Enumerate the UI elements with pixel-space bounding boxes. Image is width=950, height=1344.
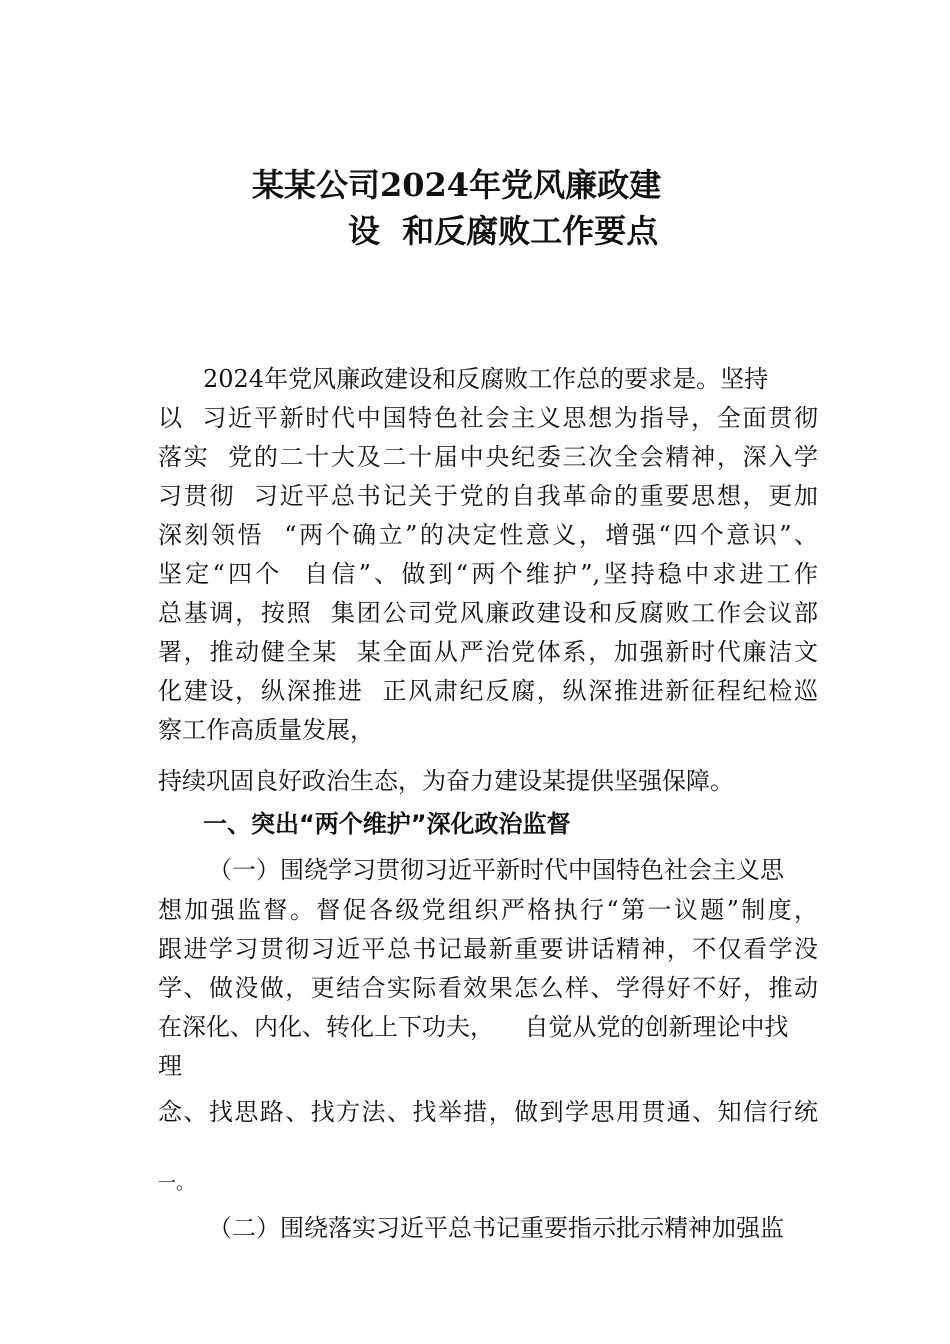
item-line: 跟进学习贯彻习近平总书记最新重要讲话精神，不仅看学没: [158, 935, 818, 963]
document-title-line-2: 设 和反腐败工作要点: [348, 212, 659, 250]
intro-line: 署，推动健全某 某全面从严治党体系，加强新时代廉洁文: [158, 638, 818, 666]
intro-line: 察工作高质量发展，: [158, 716, 374, 744]
intro-line: 以 习近平新时代中国特色社会主义思想为指导，全面贯彻: [158, 404, 818, 432]
intro-line: 总基调，按照 集团公司党风廉政建设和反腐败工作会议部: [158, 599, 818, 627]
item-line: 理: [158, 1052, 182, 1080]
item-line: 在深化、内化、转化上下功夫， 自觉从党的创新理论中找: [158, 1013, 789, 1041]
intro-line: 化建设，纵深推进 正风肃纪反腐，纵深推进新征程纪检巡: [158, 677, 818, 705]
item-line: （一）围绕学习贯彻习近平新时代中国特色社会主义思: [208, 856, 784, 884]
section-heading: 一、突出“两个维护”深化政治监督: [203, 810, 571, 838]
intro-line: 2024年党风廉政建设和反腐败工作总的要求是。坚持: [203, 365, 769, 393]
item-line: 一。: [158, 1173, 194, 1194]
intro-line: 坚定“四个 自信”、做到“两个维护”,坚持稳中求进工作: [158, 560, 818, 588]
intro-line: 落实 党的二十大及二十届中央纪委三次全会精神，深入学: [158, 443, 818, 471]
item-line: 学、做没做，更结合实际看效果怎么样、学得好不好，推动: [158, 974, 818, 1002]
intro-closing-line: 持续巩固良好政治生态，为奋力建设某提供坚强保障。: [158, 767, 734, 795]
section-item-2-line: （二）围绕落实习近平总书记重要指示批示精神加强监: [208, 1214, 784, 1242]
document-title-line-1: 某某公司2024年党风廉政建: [252, 166, 662, 204]
item-line: 想加强监督。督促各级党组织严格执行“第一议题”制度，: [158, 896, 818, 924]
intro-line: 深刻领悟 “两个确立”的决定性意义，增强“四个意识”、: [158, 521, 818, 549]
intro-line: 习贯彻 习近平总书记关于党的自我革命的重要思想，更加: [158, 482, 818, 510]
item-line: 念、找思路、找方法、找举措，做到学思用贯通、知信行统: [158, 1098, 818, 1126]
